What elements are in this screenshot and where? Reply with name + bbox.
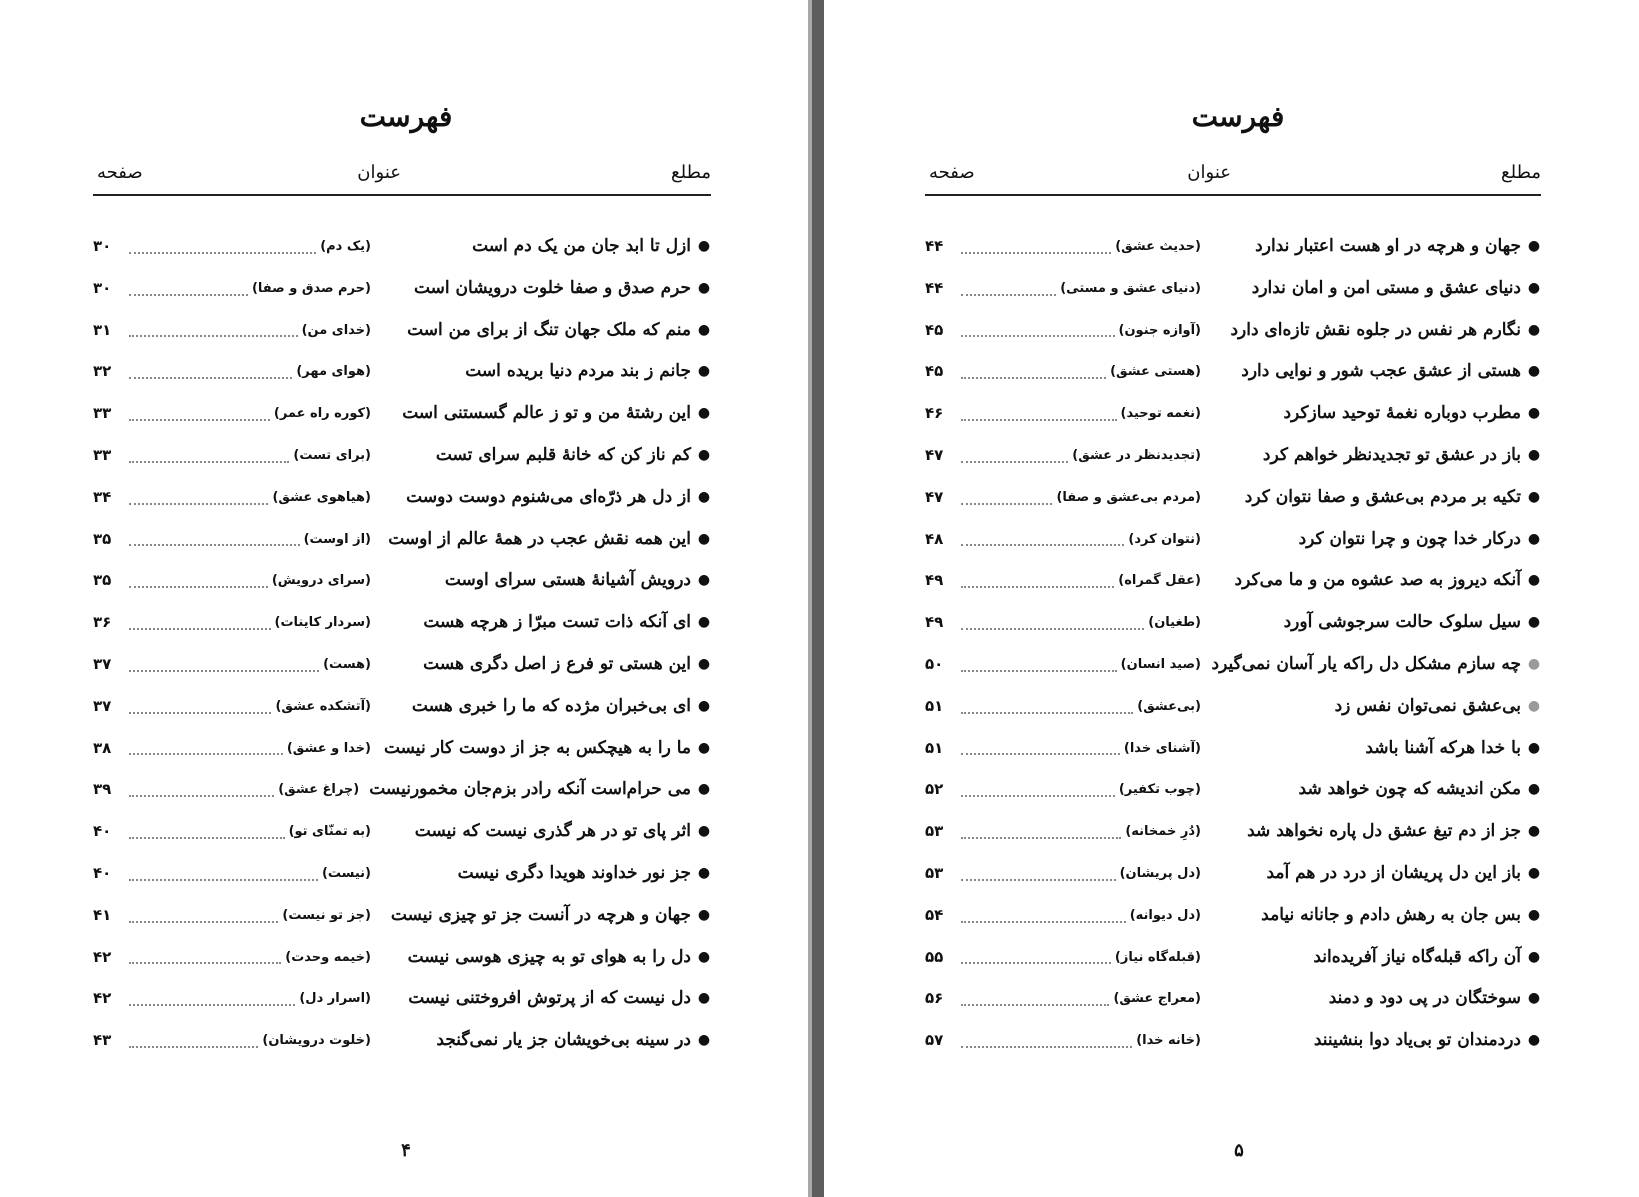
bullet-icon: ●: [1527, 948, 1541, 965]
entry-matla: با خدا هرکه آشنا باشد: [1365, 737, 1521, 758]
entry-page-number: ۵۲: [925, 780, 944, 799]
page-number: ۴: [401, 1140, 411, 1161]
book-spine-divider: [812, 0, 824, 1197]
bullet-icon: ●: [697, 363, 711, 380]
entry-page-number: ۵۱: [925, 696, 944, 715]
entry-matla: بی‌عشق نمی‌توان نفس زد: [1334, 695, 1521, 716]
entry-page-number: ۴۲: [93, 989, 112, 1008]
entry-onvan: (نتوان کرد): [1128, 531, 1201, 547]
entry-onvan: (دل پریشان): [1119, 865, 1201, 881]
leader-dots: [961, 837, 1121, 839]
toc-entry: [925, 435, 1543, 477]
leader-dots: [129, 670, 319, 672]
entry-onvan: (آتشکده عشق): [275, 698, 371, 714]
entry-onvan: (جز تو نیست): [282, 907, 371, 923]
toc-entry: [93, 1020, 713, 1062]
entry-page-number: ۴۲: [93, 947, 112, 966]
entry-onvan: (نیست): [321, 865, 371, 881]
entry-onvan: (چراغ عشق): [278, 782, 360, 798]
bullet-icon: ●: [697, 572, 711, 589]
toc-entry: [925, 644, 1543, 686]
entry-onvan: (چوب تکفیر): [1118, 782, 1201, 798]
entry-matla: این هستی تو فرع ز اصل دگری هست: [423, 653, 691, 674]
bullet-icon: ●: [697, 614, 711, 631]
leader-dots: [129, 294, 248, 296]
leader-dots: [129, 335, 298, 337]
entry-onvan: (حدیث عشق): [1115, 239, 1201, 254]
bullet-icon: ●: [697, 321, 711, 338]
toc-entry: [925, 519, 1543, 561]
entry-matla: آن راکه قبله‌گاه نیاز آفریده‌اند: [1313, 946, 1521, 967]
leader-dots: [961, 670, 1117, 672]
entry-onvan: (آشنای خدا): [1123, 740, 1201, 756]
bullet-icon: ●: [1527, 238, 1541, 254]
entry-page-number: ۳۷: [93, 696, 112, 715]
toc-entry: [925, 477, 1543, 519]
toc-entry: [93, 811, 713, 853]
entry-onvan: (تجدیدنظر در عشق): [1072, 447, 1201, 463]
entry-matla: باز این دل پریشان از درد در هم آمد: [1266, 862, 1521, 883]
leader-dots: [129, 837, 285, 839]
entry-onvan: (به تمنّای تو): [288, 824, 371, 840]
header-safhe: صفحه: [929, 162, 975, 183]
entry-onvan: (خیمه وحدت): [285, 949, 371, 965]
bullet-icon: ●: [697, 948, 711, 965]
entry-page-number: ۵۱: [925, 738, 944, 757]
entry-page-number: ۵۴: [925, 905, 944, 924]
entry-matla: جانم ز بند مردم دنیا بریده است: [465, 361, 691, 382]
header-safhe: صفحه: [97, 162, 143, 183]
toc-entry: [93, 268, 713, 310]
leader-dots: [129, 419, 270, 421]
bullet-icon: ●: [1527, 279, 1541, 296]
leader-dots: [961, 628, 1144, 630]
entry-onvan: (یک دم): [320, 239, 371, 254]
bullet-icon: ●: [697, 405, 711, 422]
toc-entry: [925, 978, 1543, 1020]
entry-page-number: ۵۷: [925, 1031, 944, 1050]
entry-onvan: (حرم صدق و صفا): [251, 280, 371, 296]
leader-dots: [961, 921, 1126, 923]
leader-dots: [129, 377, 292, 379]
toc-entry: [925, 226, 1543, 268]
entry-page-number: ۳۲: [93, 362, 112, 381]
entry-page-number: ۳۶: [93, 613, 112, 632]
bullet-icon: ●: [697, 990, 711, 1007]
toc-entry: [925, 1020, 1543, 1062]
bullet-icon: ●: [1527, 405, 1541, 422]
entry-onvan: (خانه خدا): [1136, 1033, 1201, 1049]
column-headers: [93, 160, 711, 196]
entry-page-number: ۳۰: [93, 237, 112, 255]
leader-dots: [129, 753, 283, 755]
entry-page-number: ۴۰: [93, 822, 112, 841]
leader-dots: [129, 252, 316, 254]
entry-page-number: ۴۷: [925, 445, 944, 464]
entry-matla: جز از دم تیغ عشق دل پاره نخواهد شد: [1247, 821, 1521, 842]
page-title: فهرست: [359, 100, 453, 133]
entry-matla: آنکه دیروز به صد عشوه من و ما می‌کرد: [1234, 570, 1521, 591]
toc-entry: [925, 937, 1543, 979]
leader-dots: [129, 795, 274, 797]
entry-matla: دنیای عشق و مستی امن و امان ندارد: [1251, 277, 1521, 298]
entry-matla: می حرام‌است آنکه رادر بزم‌جان مخمورنیست: [369, 779, 691, 800]
bullet-icon: ●: [697, 655, 711, 672]
toc-entry: [93, 686, 713, 728]
toc-entry: [925, 686, 1543, 728]
entry-page-number: ۴۵: [925, 362, 944, 381]
leader-dots: [961, 503, 1052, 505]
toc-entry: [925, 268, 1543, 310]
entry-matla: دل را به هوای تو به چیزی هوسی نیست: [407, 946, 691, 967]
entry-matla: حرم صدق و صفا خلوت درویشان است: [413, 277, 691, 298]
header-matla: مطلع: [1501, 162, 1541, 183]
entry-onvan: (هست): [323, 656, 371, 672]
entry-page-number: ۴۹: [925, 613, 944, 632]
bullet-icon: ●: [1527, 614, 1541, 631]
bullet-icon: ●: [1527, 321, 1541, 338]
entry-matla: از دل هر ذرّه‌ای می‌شنوم دوست دوست: [406, 486, 691, 507]
entry-matla: جهان و هرچه در او هست اعتبار ندارد: [1255, 236, 1521, 256]
toc-entry: [93, 895, 713, 937]
leader-dots: [961, 753, 1120, 755]
bullet-icon: ●: [697, 781, 711, 798]
leader-dots: [961, 586, 1114, 588]
entry-page-number: ۳۹: [93, 780, 112, 799]
leader-dots: [961, 461, 1068, 463]
toc-entry: [93, 602, 713, 644]
bullet-icon: ●: [697, 739, 711, 756]
entry-page-number: ۴۶: [925, 404, 944, 423]
entry-page-number: ۳۳: [93, 404, 112, 423]
bullet-icon: ●: [697, 1032, 711, 1049]
leader-dots: [961, 1046, 1132, 1048]
entry-page-number: ۵۰: [925, 654, 944, 673]
bullet-icon: ●: [697, 488, 711, 505]
toc-entries: [93, 226, 713, 1062]
toc-entries: [925, 226, 1543, 1062]
entry-matla: مطرب دوباره نغمهٔ توحید سازکرد: [1283, 403, 1521, 424]
entry-onvan: (هوای مهر): [296, 364, 371, 380]
leader-dots: [129, 1046, 258, 1048]
entry-page-number: ۴۰: [93, 863, 112, 882]
entry-page-number: ۵۳: [925, 863, 944, 882]
toc-page-left: [0, 0, 812, 1197]
leader-dots: [961, 712, 1133, 714]
leader-dots: [961, 294, 1056, 296]
entry-onvan: (آوازه جنون): [1118, 322, 1201, 338]
entry-matla: ای بی‌خبران مژده که ما را خبری هست: [411, 695, 691, 716]
toc-entry: [93, 560, 713, 602]
entry-matla: جز نور خداوند هویدا دگری نیست: [457, 862, 691, 883]
entry-onvan: (دُرِ خمخانه): [1125, 824, 1201, 840]
leader-dots: [129, 962, 281, 964]
leader-dots: [129, 544, 300, 546]
entry-matla: کم ناز کن که خانهٔ قلبم سرای تست: [435, 444, 691, 465]
leader-dots: [129, 712, 271, 714]
toc-entry: [93, 728, 713, 770]
bullet-icon: ●: [697, 864, 711, 881]
entry-page-number: ۴۸: [925, 529, 944, 548]
page-number: ۵: [1234, 1140, 1244, 1161]
entry-onvan: (کوره راه عمر): [273, 406, 371, 422]
toc-entry: [93, 226, 713, 268]
leader-dots: [129, 586, 268, 588]
header-onvan: عنوان: [1187, 162, 1231, 183]
toc-entry: [93, 393, 713, 435]
toc-entry: [93, 310, 713, 352]
entry-matla: اثر پای تو در هر گذری نیست که نیست: [414, 821, 691, 842]
entry-page-number: ۳۸: [93, 738, 112, 757]
toc-page-right: [824, 0, 1639, 1197]
bullet-icon: ●: [697, 530, 711, 547]
toc-entry: [925, 602, 1543, 644]
entry-matla: منم که ملک جهان تنگ از برای من است: [407, 319, 691, 340]
bullet-icon: ●: [1527, 572, 1541, 589]
leader-dots: [961, 377, 1106, 379]
bullet-icon: ●: [1527, 655, 1541, 672]
bullet-icon: ●: [1527, 781, 1541, 798]
header-onvan: عنوان: [357, 162, 401, 183]
entry-matla: باز در عشق تو تجدیدنظر خواهم کرد: [1262, 444, 1521, 465]
entry-matla: مکن اندیشه که چون خواهد شد: [1298, 779, 1521, 800]
toc-entry: [925, 351, 1543, 393]
bullet-icon: ●: [1527, 823, 1541, 840]
entry-page-number: ۳۰: [93, 278, 112, 297]
toc-entry: [93, 477, 713, 519]
leader-dots: [129, 461, 289, 463]
entry-matla: در سینه بی‌خویشان جز یار نمی‌گنجد: [436, 1030, 691, 1051]
entry-onvan: (هیاهوی عشق): [272, 489, 371, 505]
entry-matla: دردمندان تو بی‌یاد دوا بنشینند: [1313, 1030, 1521, 1051]
entry-onvan: (دنیای عشق و مستی): [1060, 280, 1201, 296]
toc-entry: [93, 853, 713, 895]
bullet-icon: ●: [697, 238, 711, 254]
entry-onvan: (از اوست): [303, 531, 371, 547]
entry-page-number: ۴۱: [93, 905, 112, 924]
entry-onvan: (معراج عشق): [1113, 991, 1201, 1007]
entry-onvan: (هستی عشق): [1110, 364, 1201, 380]
leader-dots: [129, 503, 268, 505]
entry-onvan: (اسرار دل): [299, 991, 371, 1007]
entry-onvan: (خلوت درویشان): [262, 1033, 371, 1049]
toc-entry: [93, 351, 713, 393]
entry-onvan: (خدای من): [301, 322, 371, 338]
entry-onvan: (نغمه توحید): [1120, 406, 1201, 422]
entry-onvan: (برای تست): [293, 447, 371, 463]
bullet-icon: ●: [697, 823, 711, 840]
entry-page-number: ۵۵: [925, 947, 944, 966]
entry-matla: درکار خدا چون و چرا نتوان کرد: [1298, 528, 1521, 549]
entry-page-number: ۴۳: [93, 1031, 112, 1050]
toc-entry: [925, 853, 1543, 895]
toc-entry: [925, 393, 1543, 435]
entry-page-number: ۳۱: [93, 320, 112, 339]
entry-page-number: ۵۶: [925, 989, 944, 1008]
toc-entry: [93, 519, 713, 561]
entry-matla: بس جان به رهش دادم و جانانه نیامد: [1261, 904, 1521, 925]
entry-onvan: (سرای درویش): [271, 573, 371, 589]
bullet-icon: ●: [697, 279, 711, 296]
leader-dots: [961, 419, 1117, 421]
bullet-icon: ●: [697, 697, 711, 714]
leader-dots: [129, 1004, 295, 1006]
entry-onvan: (قبله‌گاه نیاز): [1114, 949, 1201, 965]
entry-onvan: (بی‌عشق): [1137, 698, 1201, 714]
entry-matla: سوختگان در پی دود و دمند: [1328, 988, 1521, 1009]
entry-matla: هستی از عشق عجب شور و نوایی دارد: [1241, 361, 1521, 382]
entry-matla: ما را به هیچکس به جز از دوست کار نیست: [383, 737, 691, 758]
entry-onvan: (خدا و عشق): [286, 740, 371, 756]
entry-matla: درویش آشیانهٔ هستی سرای اوست: [444, 570, 691, 591]
bullet-icon: ●: [1527, 446, 1541, 463]
toc-entry: [925, 310, 1543, 352]
entry-page-number: ۴۴: [925, 278, 944, 297]
bullet-icon: ●: [1527, 1032, 1541, 1049]
entry-matla: دل نیست که از پرتوش افروختنی نیست: [408, 988, 691, 1009]
entry-page-number: ۵۳: [925, 822, 944, 841]
leader-dots: [961, 795, 1115, 797]
entry-matla: این همه نقش عجب در همهٔ عالم از اوست: [388, 528, 691, 549]
leader-dots: [961, 252, 1111, 254]
toc-entry: [93, 644, 713, 686]
bullet-icon: ●: [697, 446, 711, 463]
bullet-icon: ●: [1527, 990, 1541, 1007]
entry-matla: چه سازم مشکل دل راکه یار آسان نمی‌گیرد: [1211, 653, 1521, 674]
bullet-icon: ●: [1527, 530, 1541, 547]
toc-entry: [925, 728, 1543, 770]
entry-page-number: ۴۴: [925, 237, 944, 255]
header-matla: مطلع: [671, 162, 711, 183]
entry-page-number: ۳۴: [93, 487, 112, 506]
toc-entry: [925, 769, 1543, 811]
entry-matla: سیل سلوک حالت سرجوشی آورد: [1283, 612, 1521, 633]
leader-dots: [961, 962, 1111, 964]
toc-entry: [93, 937, 713, 979]
toc-entry: [925, 895, 1543, 937]
entry-matla: این رشتهٔ من و تو ز عالم گسستنی است: [402, 403, 691, 424]
column-headers: [925, 160, 1541, 196]
page-title: فهرست: [1191, 100, 1285, 133]
bullet-icon: ●: [1527, 906, 1541, 923]
entry-matla: جهان و هرچه در آنست جز تو چیزی نیست: [390, 904, 691, 925]
entry-page-number: ۴۷: [925, 487, 944, 506]
leader-dots: [961, 335, 1115, 337]
entry-page-number: ۳۳: [93, 445, 112, 464]
entry-onvan: (سردار کاینات): [274, 615, 371, 631]
entry-page-number: ۳۷: [93, 654, 112, 673]
entry-onvan: (دل دیوانه): [1129, 907, 1201, 923]
entry-page-number: ۳۵: [93, 529, 112, 548]
toc-entry: [93, 769, 713, 811]
leader-dots: [129, 879, 318, 881]
leader-dots: [961, 1004, 1109, 1006]
entry-onvan: (عقل گمراه): [1118, 573, 1201, 589]
entry-onvan: (مردم بی‌عشق و صفا): [1056, 489, 1201, 505]
bullet-icon: ●: [1527, 864, 1541, 881]
leader-dots: [961, 544, 1124, 546]
entry-matla: ای آنکه ذات تست مبرّا ز هرچه هست: [423, 612, 691, 633]
leader-dots: [961, 879, 1116, 881]
bullet-icon: ●: [1527, 363, 1541, 380]
bullet-icon: ●: [1527, 697, 1541, 714]
toc-entry: [925, 811, 1543, 853]
entry-page-number: ۴۵: [925, 320, 944, 339]
entry-page-number: ۳۵: [93, 571, 112, 590]
entry-onvan: (صید انسان): [1120, 656, 1201, 672]
entry-page-number: ۴۹: [925, 571, 944, 590]
entry-matla: تکیه بر مردم بی‌عشق و صفا نتوان کرد: [1244, 486, 1521, 507]
entry-onvan: (طغیان): [1148, 615, 1201, 631]
bullet-icon: ●: [1527, 739, 1541, 756]
toc-entry: [925, 560, 1543, 602]
bullet-icon: ●: [697, 906, 711, 923]
bullet-icon: ●: [1527, 488, 1541, 505]
toc-entry: [93, 978, 713, 1020]
leader-dots: [129, 921, 278, 923]
entry-matla: ازل تا ابد جان من یک دم است: [472, 236, 691, 256]
leader-dots: [129, 628, 271, 630]
toc-entry: [93, 435, 713, 477]
entry-matla: نگارم هر نفس در جلوه نقش تازه‌ای دارد: [1230, 319, 1521, 340]
